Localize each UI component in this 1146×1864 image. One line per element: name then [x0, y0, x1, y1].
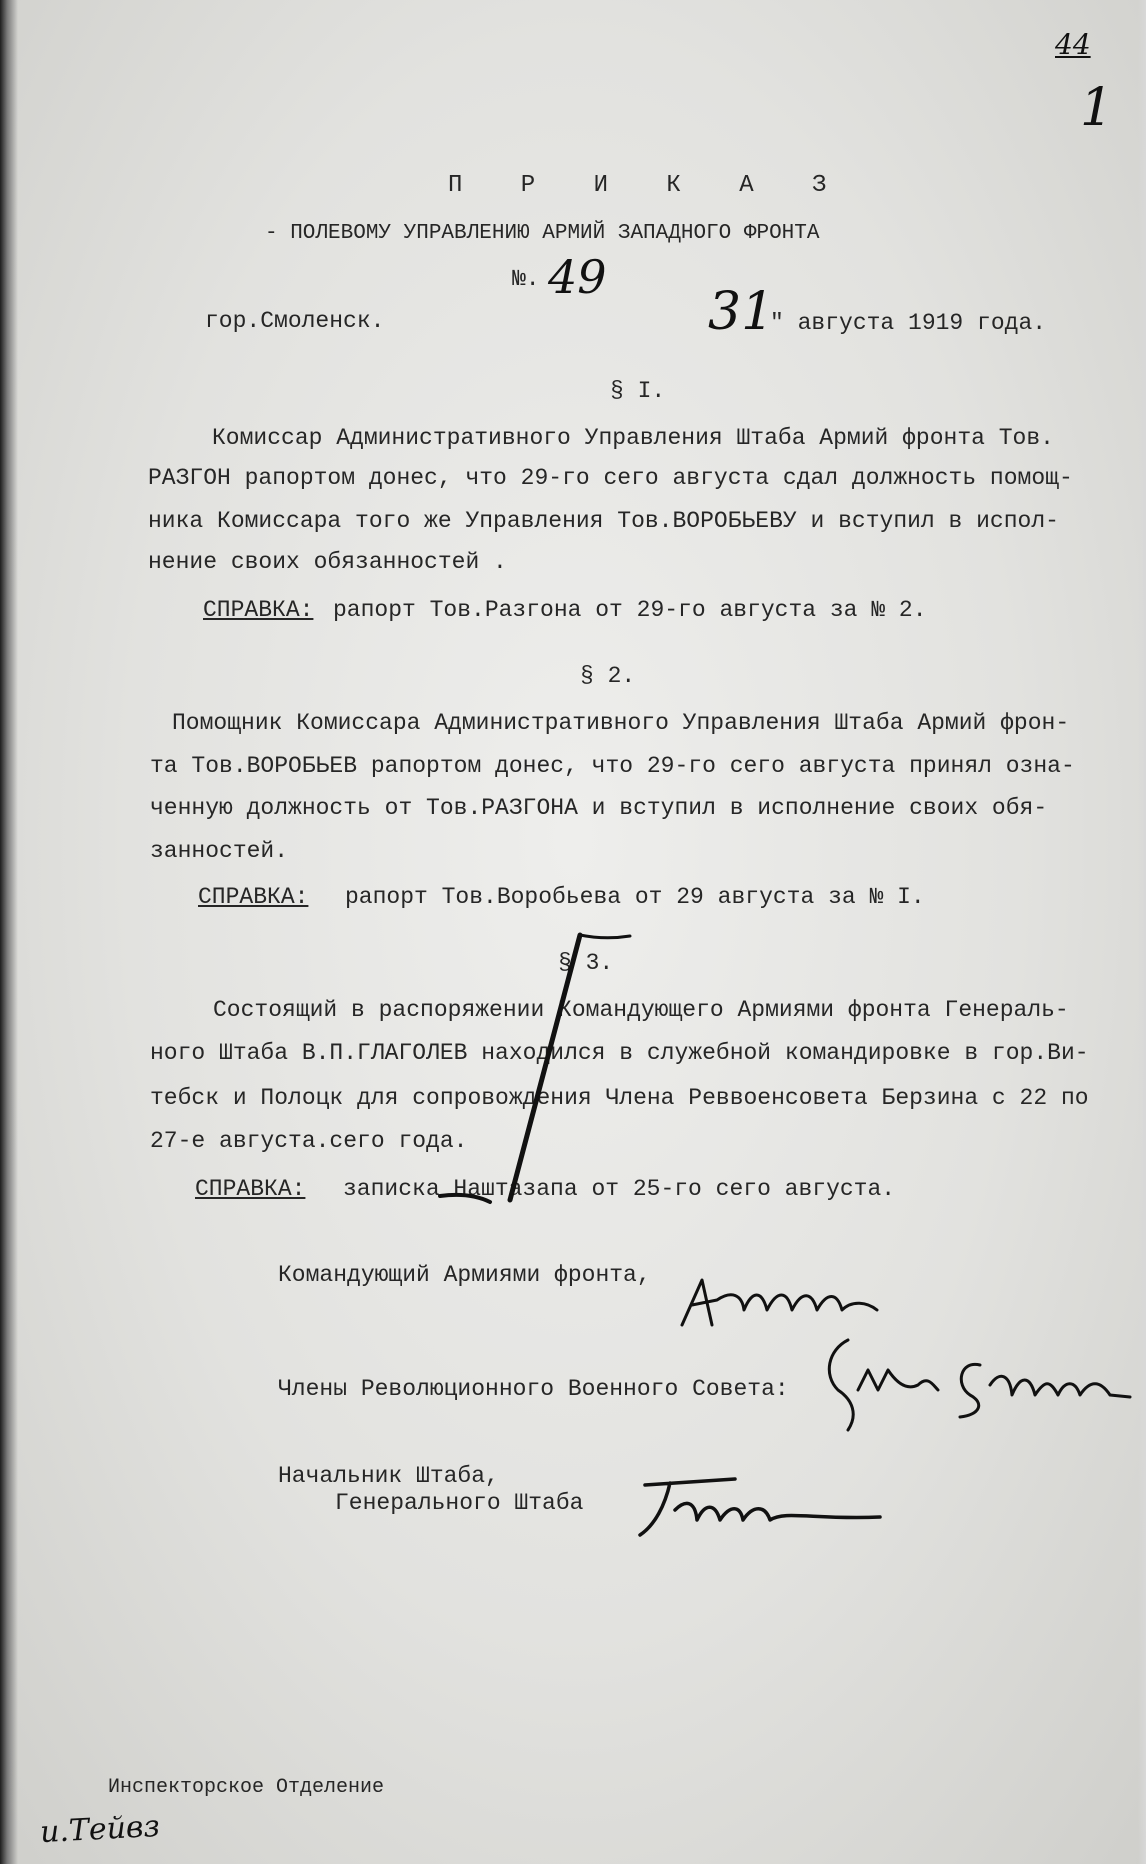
section-2-heading: § 2.	[580, 663, 636, 689]
section-1-ref-label: СПРАВКА:	[203, 597, 314, 623]
section-1-line-2: РАЗГОН рапортом донес, что 29-го сего августа сдал должность помощ-	[148, 465, 1073, 491]
section-1-line-3: ника Комиссара того же Управления Тов.ВОРОБЬЕВУ и вступил в испол-	[148, 508, 1059, 534]
handwritten-footer-note: и.Тейвз	[39, 1808, 161, 1851]
council-label: Члены Революционного Военного Совета:	[278, 1376, 789, 1402]
section-2-ref-label: СПРАВКА:	[198, 884, 309, 910]
section-3-line-4: 27-е августа.сего года.	[150, 1128, 468, 1154]
handwritten-bracket-mark	[430, 930, 650, 1210]
section-1-line-4: нение своих обязанностей .	[148, 549, 507, 575]
council-signature-1	[808, 1330, 948, 1440]
chief-signature	[625, 1465, 895, 1545]
section-3-heading: § 3.	[558, 950, 614, 976]
scan-edge-right	[1138, 0, 1146, 1864]
section-2-line-4: занностей.	[150, 838, 289, 864]
commander-label: Командующий Армиями фронта,	[278, 1262, 651, 1288]
department-label: Инспекторское Отделение	[108, 1776, 385, 1799]
section-2-ref-text: рапорт Тов.Воробьева от 29 августа за № I.	[345, 884, 925, 910]
folio-number: 1	[1080, 78, 1114, 138]
chief-label-1: Начальник Штаба,	[278, 1463, 499, 1489]
section-2-line-1: Помощник Комиссара Административного Управления Штаба Армий фрон-	[172, 710, 1070, 736]
order-number-label: №.	[512, 266, 540, 292]
section-1-ref-text: рапорт Тов.Разгона от 29-го августа за № 2.	[333, 597, 927, 623]
order-subtitle: - ПОЛЕВОМУ УПРАВЛЕНИЮ АРМИЙ ЗАПАДНОГО ФРОНТА	[265, 222, 820, 245]
section-3-ref-text: записка Наштазапа от 25-го сего августа.	[343, 1176, 896, 1202]
section-1-heading: § I.	[610, 378, 666, 404]
section-3-ref-label: СПРАВКА:	[195, 1176, 306, 1202]
council-signature-2	[950, 1345, 1140, 1425]
section-2-line-3: ченную должность от Тов.РАЗГОНА и вступил в исполнение своих обя-	[150, 795, 1048, 821]
order-date-day: 31	[708, 282, 775, 342]
order-place: гор.Смоленск.	[205, 308, 385, 334]
section-3-line-3: тебск и Полоцк для сопровождения Члена Реввоенсовета Берзина с 22 по	[150, 1085, 1089, 1111]
order-date-rest: " августа 1919 года.	[770, 310, 1047, 336]
section-3-line-1: Состоящий в распоряжении Командующего Армиями фронта Генераль-	[213, 997, 1069, 1023]
section-3-line-2: ного Штаба В.П.ГЛАГОЛЕВ находился в служебной командировке в гор.Ви-	[150, 1040, 1089, 1066]
order-number-value: 49	[548, 250, 607, 304]
section-2-line-2: та Тов.ВОРОБЬЕВ рапортом донес, что 29-го сего августа принял озна-	[150, 753, 1075, 779]
chief-label-2: Генерального Штаба	[335, 1490, 584, 1516]
order-title: П Р И К А З	[448, 172, 849, 199]
scan-edge-left	[0, 0, 18, 1864]
sheet-number: 44	[1055, 28, 1091, 61]
section-1-line-1: Комиссар Административного Управления Штаба Армий фронта Тов.	[212, 425, 1054, 451]
